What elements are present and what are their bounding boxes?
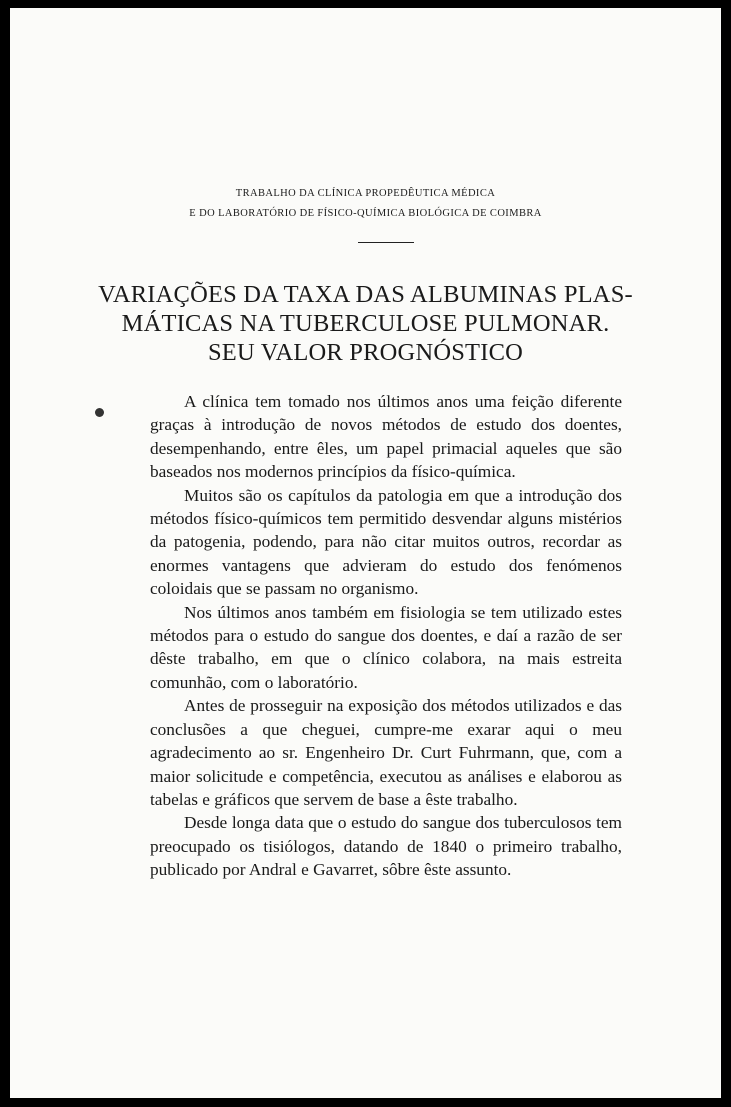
institution-header [10,184,721,224]
title-line-2: MÁTICAS NA TUBERCULOSE PULMONAR. [121,310,610,337]
title-line-1: VARIAÇÕES DA TAXA DAS ALBUMINAS PLAS- [98,281,633,308]
article-title [10,280,721,367]
article-body [150,390,622,882]
title-line-3: SEU VALOR PROGNÓSTICO [207,339,524,366]
header-line-2: E DO LABORATÓRIO DE FÍSICO-QUÍMICA BIOLÓGICA DE COIMBRA [189,208,542,219]
paragraph-5: Desde longa data que o estudo do sangue dos tuberculosos tem preocupado os tisiólogos, datando de 1840 o primeiro trabalho, publicado por Andral e Gavarret, sôbre êste assunto. [150,813,622,880]
paragraph-1: A clínica tem tomado nos últimos anos uma feição diferente graças à introdução de novos métodos de estudo dos doentes, desempenhando, entre êles, um papel primacial aqueles que são baseados nos modernos princípios da físico-química. [150,392,622,482]
margin-dot-mark [95,408,104,417]
header-divider [358,242,414,243]
document-page [10,8,721,1098]
paragraph-4: Antes de prosseguir na exposição dos métodos utilizados e das conclusões a que cheguei, cumpre-me exarar aqui o meu agradecimento ao sr. Engenheiro Dr. Curt Fuhrmann, que, com a maior solicitude e competência, executou as análises e elaborou as tabelas e gráficos que servem de base a êste trabalho. [150,696,622,809]
paragraph-2: Muitos são os capítulos da patologia em que a introdução dos métodos físico-químicos tem permitido desvendar alguns mistérios da patogenia, podendo, para não citar muitos outros, recordar as enormes vantagens que advieram do estudo dos fenómenos coloidais que se passam no organismo. [150,485,622,599]
paragraph-3: Nos últimos anos também em fisiologia se tem utilizado estes métodos para o estudo do sangue dos doentes, e daí a razão de ser dêste trabalho, em que o clínico colabora, na mais estreita comunhão, com o laboratório. [150,602,622,692]
header-line-1: TRABALHO DA CLÍNICA PROPEDÊUTICA MÉDICA [235,188,496,199]
